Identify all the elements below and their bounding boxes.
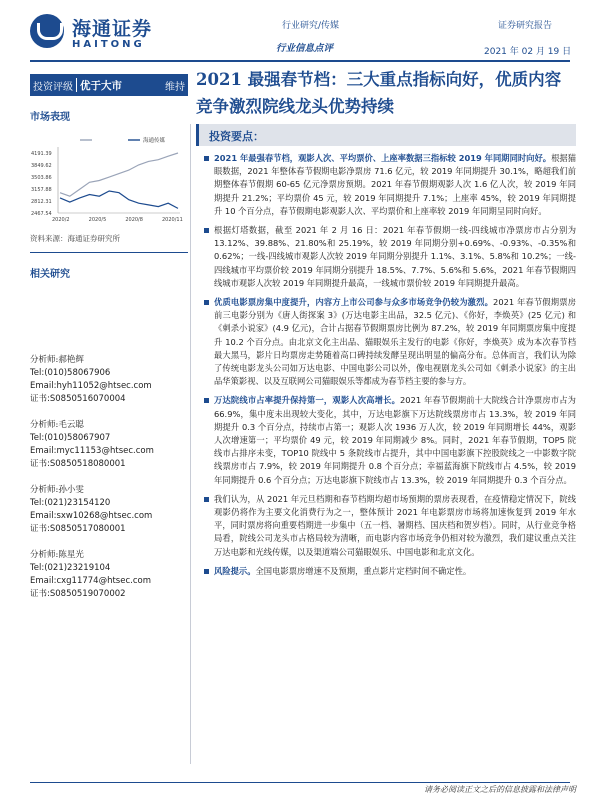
key-point-body: 我们认为，从 2021 年元旦档期和春节档期均超市场预期的票房表现看，在疫情稳定情况下，院线观影仍将作为主要文化消费行为之一，整体预计 2021 年电影票房市场将加速恢复到 2019 年水平，同时票房将向重要档期进一步集中（五一档、暑期档、国庆档和贺岁档）。同时，从行业竞争格局看，院线公司龙头市占格局较为清晰，而电影内容市场竞争仍相对较为激烈，我们建议重点关注万达电影和光线传媒，以及渠道端公司猫眼娱乐、中国电影和北京文化。 [214,493,576,557]
analyst-cert: 证书:S0850516070004 [30,394,126,404]
key-point [202,152,576,218]
report-type: 行业信息点评 [276,43,334,54]
key-point-body: 2021 年春节假期票房前三电影分别为《唐人街探案 3》(万达电影主出品，32.5 亿元)、《你好，李焕英》(25 亿元) 和《刺杀小说家》(4.9 亿元)，合计占据春节假期票房比例为 87.2%，较 2019 年同期票房集中度提升 10.2 个百分点。由北京文化主出品、猫眼娱乐主发行的电影《你好，李焕英》成为本次春节档最大黑马，影片日均票房走势随着高口碑持续发酵呈现出明显的偏高分布。总体而言，我们认为除了传统电影龙头公司如万达电影、中国电影公司以外，像电视剧龙头公司如《刺杀小说家》的主出品华策影视、以及互联网公司猫眼娱乐等都成为春节档主要的参与方。 [214,297,576,387]
analyst-cert: 证书:S0850519070002 [30,589,126,599]
chart-y-tick-label: 4191.39 [31,151,52,157]
market-chart [30,135,188,227]
chart-y-tick-label: 3503.86 [31,174,52,181]
haitong-logo [30,12,170,56]
chart-x-tick-label: 2020/11 [162,217,183,223]
analyst-card [30,354,188,406]
page-footer [0,782,600,800]
key-point-body: 根据灯塔数据，截至 2021 年 2 月 16 日：2021 年春节假期一线-四线城市净票房市占分别为 13.12%、39.88%、21.80%和 25.19%，较 2019 年同期分别+0.69%、-0.93%、-0.35%和 0.62%；一线-四线城市观影人次较 2019 年同期分别提升 1.1%、3.1%、5.8%和 10.2%；一线-四线城市平均票价较 2019 年同期分别提升 18.5%、7.7%、5.6%和 5.6%，2021 年春节假期四线城市观影人次较 2019 年同期提升最高，一线城市票价较 2019 年同期提升最高。 [214,225,576,288]
key-point [202,565,576,578]
main-content [196,64,576,584]
analyst-email[interactable]: Email:hyh11052@htsec.com [30,381,152,391]
analyst-email[interactable]: Email:cxg11774@htsec.com [30,576,151,586]
chart-series-line [60,153,178,196]
analyst-list [30,354,188,614]
haitong-logo-icon [30,14,64,48]
chart-y-tick-label: 3157.88 [31,186,52,193]
rating-value: 优于大市 [80,79,122,92]
logo-text-en: HAITONG [72,39,145,50]
report-header [0,0,600,62]
market-section-title: 市场表现 [30,112,70,123]
key-points-header: 投资要点： [196,124,576,146]
key-points-list [196,152,576,578]
key-point [202,493,576,559]
chart-x-tick-label: 2020/8 [125,217,143,223]
analyst-email[interactable]: Email:sxw10268@htsec.com [30,511,153,521]
key-point-body: 全国电影票房增速不及预期，重点影片定档时间不确定性。 [255,565,472,576]
analyst-name: 分析师:陈星光 [30,550,84,560]
analyst-card [30,484,188,536]
chart-y-tick-label: 2812.31 [31,199,52,205]
footer-divider [30,782,570,783]
analyst-name: 分析师:毛云聪 [30,420,84,430]
key-point [202,394,576,486]
related-section-title: 相关研究 [30,269,70,280]
analyst-tel: Tel:(010)58067907 [30,433,111,443]
chart-x-tick-label: 2020/5 [88,217,107,223]
chart-legend-label: 海通传媒 [143,138,166,144]
sidebar-rule [30,252,188,253]
rating-status: 维持 [165,81,185,93]
analyst-card [30,549,188,601]
key-point-body: 根据猫眼数据，2021 年整体春节假期电影净票房 71.6 亿元，较 2019 年同期提升 30.1%，略超我们前期整体春节假期 60-65 亿元净票房预期。2021 年春节假期观影人次 1.6 亿人次，较 2019 年同期提升 21.2%；平均票价 45 元，较 2019 年同期提升 7.1%；上座率 45%，较 2019 年同期提升 10 个百分点，春节假期电影观影人次、平均票价和上座率较 2019 年同期呈同时向好。 [214,153,576,216]
analyst-tel: Tel:(010)58067906 [30,368,111,378]
document-type: 证券研究报告 [498,21,553,31]
logo-text-cn: 海通证券 [72,18,153,40]
rating-bar [30,74,188,96]
key-point-lead: 优质电影票房集中度提升，内容方上市公司参与众多市场竞争仍较为激烈。 [214,297,494,308]
analyst-tel: Tel:(021)23154120 [30,498,111,508]
chart-series-line [60,191,178,208]
chart-y-tick-label: 3849.62 [31,162,52,169]
market-chart-svg [30,135,188,227]
analyst-cert: 证书:S0850518080001 [30,459,126,469]
key-point [202,224,576,290]
report-category: 行业研究/传媒 [282,21,340,31]
report-title: 2021 最强春节档：三大重点指标向好，优质内容竞争激烈院线龙头优势持续 [196,70,562,116]
rating-label: 投资评级 [33,81,73,93]
analyst-cert: 证书:S0850517080001 [30,524,126,534]
chart-source: 资料来源：海通证券研究所 [30,234,120,243]
column-divider [190,124,191,764]
analyst-card [30,419,188,471]
key-point-lead: 2021 年最强春节档，观影人次、平均票价、上座率数据三指标较 2019 年同期同时向好。 [214,153,552,163]
header-divider [30,60,570,62]
report-date: 2021 年 02 月 19 日 [484,47,572,57]
analyst-tel: Tel:(021)23219104 [30,563,111,573]
analyst-email[interactable]: Email:myc11153@htsec.com [30,446,154,456]
key-point-lead: 风险提示。 [214,565,256,576]
chart-y-tick-label: 2467.54 [31,211,52,217]
key-point-body: 2021 年春节假期前十大院线合计净票房市占为 66.9%，集中度未出现较大变化，其中，万达电影旗下万达院线票房市占 13.3%，较 2019 年同期提升 0.3 个百分点，持续市占第一；观影人次 1936 万人次，较 2019 年同期增长 44%，观影人次增速第一；平均票价 49 元，较 2019 年同期减少 8%。同时，2021 年春节假期，TOP5 院线市占排序未变，TOP10 院线中 5 条院线市占提升，其中中国电影旗下控股院线之一中影数字院线票房市占 7.9%，较 2019 年同期提升 0.8 个百分点；幸福蓝海旗下院线市占 4.5%，较 2019 年同期提升 0.6 个百分点；万达电影旗下院线市占 13.3%，较 2019 年同期提升 0.3 个百分点。 [214,395,576,485]
footer-disclaimer: 请务必阅读正文之后的信息披露和法律声明 [424,785,576,794]
key-point-lead: 万达院线市占率提升保持第一，观影人次高增长。 [214,395,401,406]
key-point [202,296,576,388]
analyst-name: 分析师:孙小雯 [30,485,84,495]
chart-x-tick-label: 2020/2 [52,217,70,223]
left-sidebar [30,74,188,280]
analyst-name: 分析师:郝艳辉 [30,355,84,365]
